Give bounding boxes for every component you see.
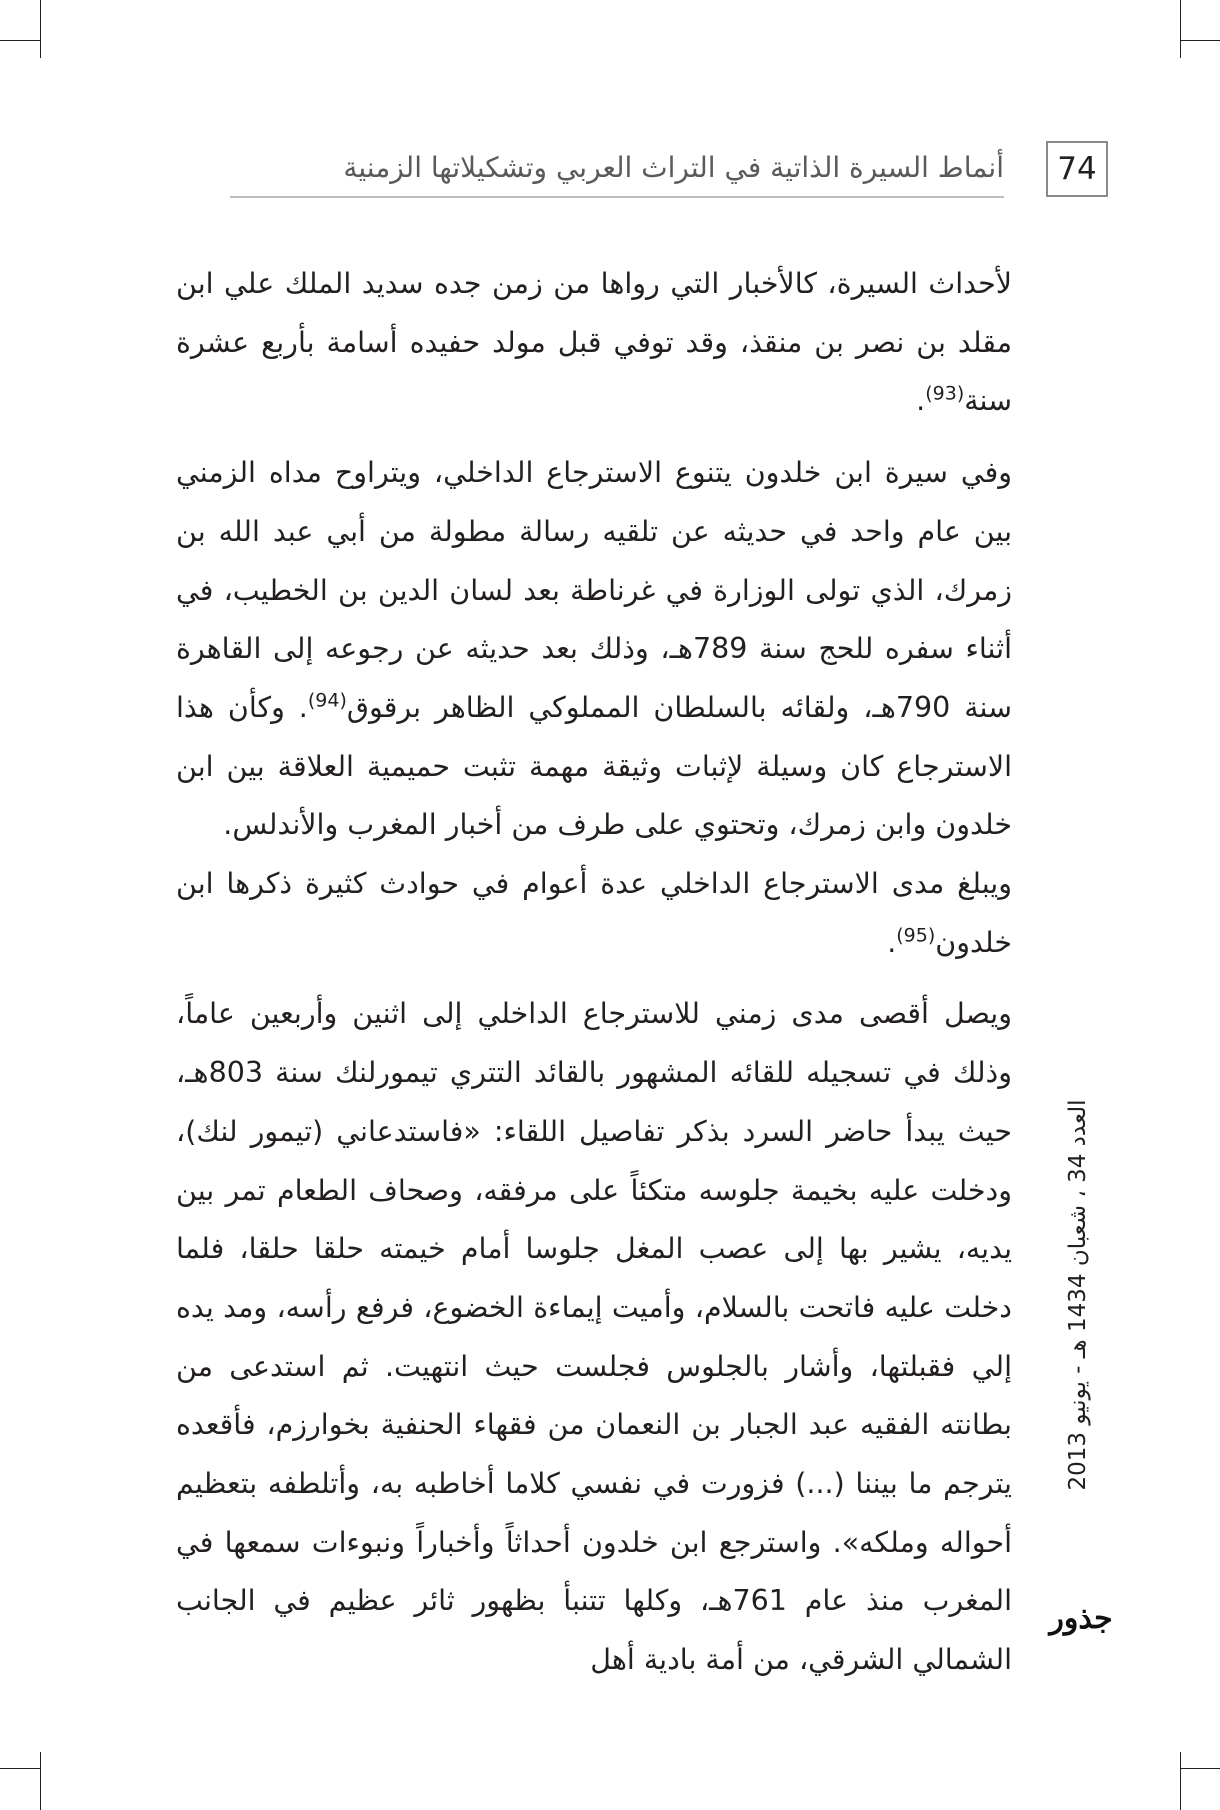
article-body (176, 255, 1012, 1690)
paragraph-1-end: . (916, 384, 926, 418)
crop-mark-left-bottom (0, 1768, 40, 1769)
page-number: 74 (1046, 141, 1108, 197)
crop-mark-bottom-left (40, 1752, 41, 1810)
footnote-ref-94: (94) (307, 689, 347, 712)
paragraph-4: ويصل أقصى مدى زمني للاسترجاع الداخلي إلى اثنين وأربعين عاماً، وذلك في تسجيله للقائه المشهور بالقائد التتري تيمورلنك سنة 803هـ، حيث يبدأ حاضر السرد بذكر تفاصيل اللقاء: «فاستدعاني (تيمور لنك)، ودخلت عليه بخيمة جلوسه متكئاً على مرفقه، وصحاف الطعام تمر بين يديه، يشير بها إلى عصب المغل جلوسا أمام خيمته حلقا حلقا، فلما دخلت عليه فاتحت بالسلام، وأميت إيماءة الخضوع، فرفع رأسه، ومد يده إلي فقبلتها، وأشار بالجلوس فجلست حيث انتهيت. ثم استدعى من بطانته الفقيه عبد الجبار بن النعمان من فقهاء الحنفية بخوارزم، فأقعده يترجم ما بيننا (...) فزورت في نفسي كلاما أخاطبه به، وأتلطفه بتعظيم أحواله وملكه». واسترجع ابن خلدون أحداثاً وأخباراً ونبوءات سمعها في المغرب منذ عام 761هـ، وكلها تتنبأ بظهور ثائر عظيم في الجانب الشمالي الشرقي، من أمة بادية أهل (176, 997, 1012, 1677)
paragraph-2-end: . وكأن هذا الاسترجاع كان وسيلة لإثبات وثيقة مهمة تثبت حميمية العلاقة بين ابن خلدون وابن زمرك، وتحتوي على طرف من أخبار المغرب والأندلس. (176, 690, 1012, 842)
header-divider (230, 196, 1004, 198)
page-header (0, 0, 1220, 220)
paragraph-2-text: وفي سيرة ابن خلدون يتنوع الاسترجاع الداخلي، ويتراوح مداه الزمني بين عام واحد في حديثه عن تلقيه رسالة مطولة من أبي عبد الله بن زمرك، الذي تولى الوزارة في غرناطة بعد لسان الدين بن الخطيب، في أثناء سفره للحج سنة 789هـ، وذلك بعد حديثه عن رجوعه إلى القاهرة سنة 790هـ، ولقائه بالسلطان المملوكي الظاهر برقوق (176, 456, 1013, 724)
paragraph-3 (176, 855, 1012, 972)
journal-logo: جذور (1049, 1600, 1113, 1636)
footnote-ref-93: (93) (925, 382, 965, 405)
paragraph-3-end: . (887, 925, 897, 959)
crop-mark-right-bottom (1180, 1768, 1220, 1769)
paragraph-3-text: ويبلغ مدى الاسترجاع الداخلي عدة أعوام في حوادث كثيرة ذكرها ابن خلدون (176, 867, 1012, 959)
crop-mark-bottom-right (1180, 1752, 1181, 1810)
issue-info: العدد 34 ، شعبان 1434 هـ - يونيو 2013 (1065, 1099, 1091, 1491)
paragraph-1 (176, 255, 1012, 431)
issue-info-strip (1058, 1010, 1098, 1580)
running-title: أنماط السيرة الذاتية في التراث العربي وتشكيلاتها الزمنية (343, 151, 1004, 184)
footnote-ref-95: (95) (896, 924, 936, 947)
paragraph-1-text: لأحداث السيرة، كالأخبار التي رواها من زمن جده سديد الملك علي ابن مقلد بن نصر بن منقذ، وقد توفي قبل مولد حفيده أسامة بأربع عشرة سنة (176, 267, 1012, 418)
paragraph-2 (176, 444, 1012, 855)
